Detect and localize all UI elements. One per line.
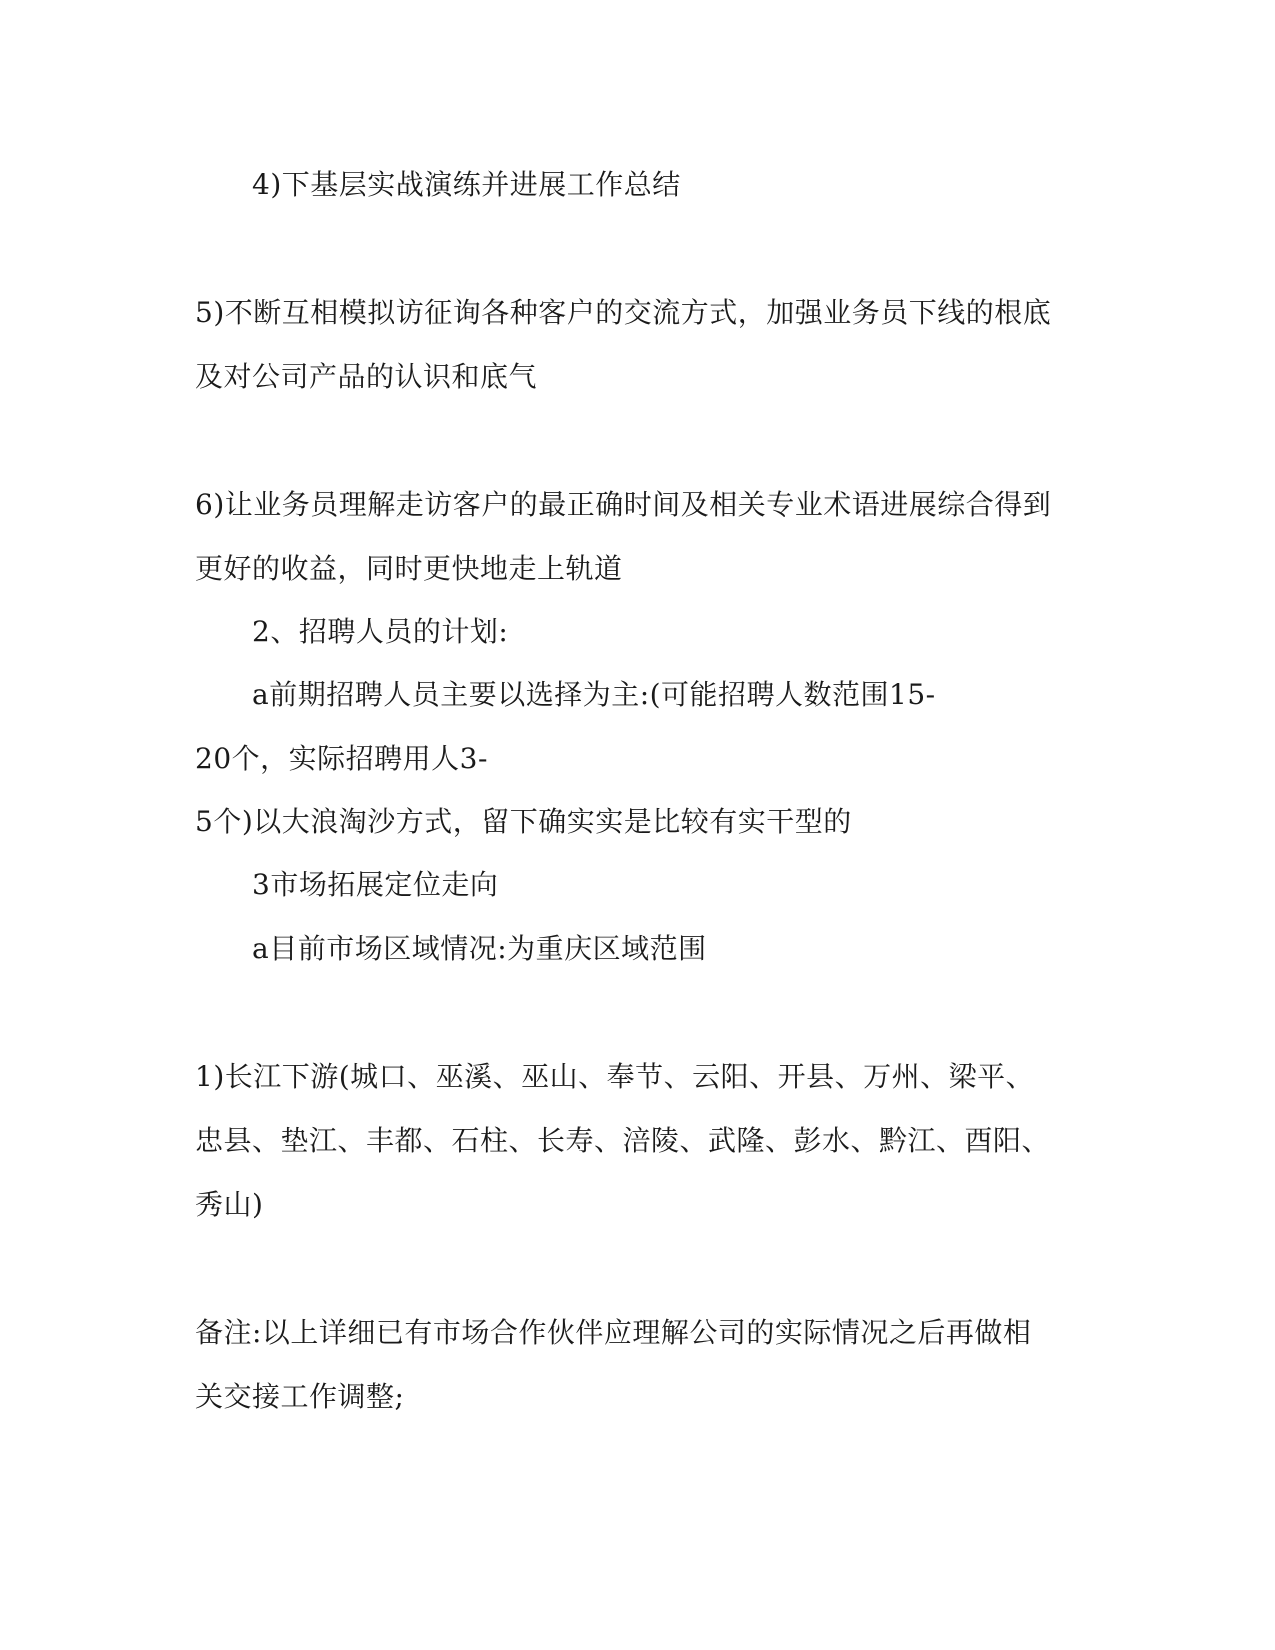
paragraph-item-6-line-2: 更好的收益，同时更快地走上轨道 xyxy=(195,552,623,585)
remark-line-1: 备注:以上详细已有市场合作伙伴应理解公司的实际情况之后再做相 xyxy=(195,1316,1032,1349)
region-list-line-1: 1)长江下游(城口、巫溪、巫山、奉节、云阳、开县、万州、梁平、 xyxy=(195,1060,1035,1093)
market-region-line: a目前市场区域情况:为重庆区域范围 xyxy=(252,932,707,965)
recruitment-line-2: 20个，实际招聘用人3- xyxy=(195,742,488,775)
paragraph-item-6-line-1: 6)让业务员理解走访客户的最正确时间及相关专业术语进展综合得到 xyxy=(195,488,1052,521)
paragraph-item-5-line-1: 5)不断互相模拟访征询各种客户的交流方式，加强业务员下线的根底 xyxy=(195,296,1052,329)
section-heading-recruitment: 2、招聘人员的计划: xyxy=(252,615,509,648)
region-list-line-3: 秀山) xyxy=(195,1188,264,1221)
remark-line-2: 关交接工作调整; xyxy=(195,1380,405,1413)
region-list-line-2: 忠县、垫江、丰都、石柱、长寿、涪陵、武隆、彭水、黔江、酉阳、 xyxy=(195,1124,1051,1157)
recruitment-line-1: a前期招聘人员主要以选择为主:(可能招聘人数范围15- xyxy=(252,678,936,711)
recruitment-line-3: 5个)以大浪淘沙方式，留下确实实是比较有实干型的 xyxy=(195,805,852,838)
paragraph-item-4: 4)下基层实战演练并进展工作总结 xyxy=(252,168,681,201)
section-heading-market: 3市场拓展定位走向 xyxy=(252,868,499,901)
paragraph-item-5-line-2: 及对公司产品的认识和底气 xyxy=(195,360,538,393)
